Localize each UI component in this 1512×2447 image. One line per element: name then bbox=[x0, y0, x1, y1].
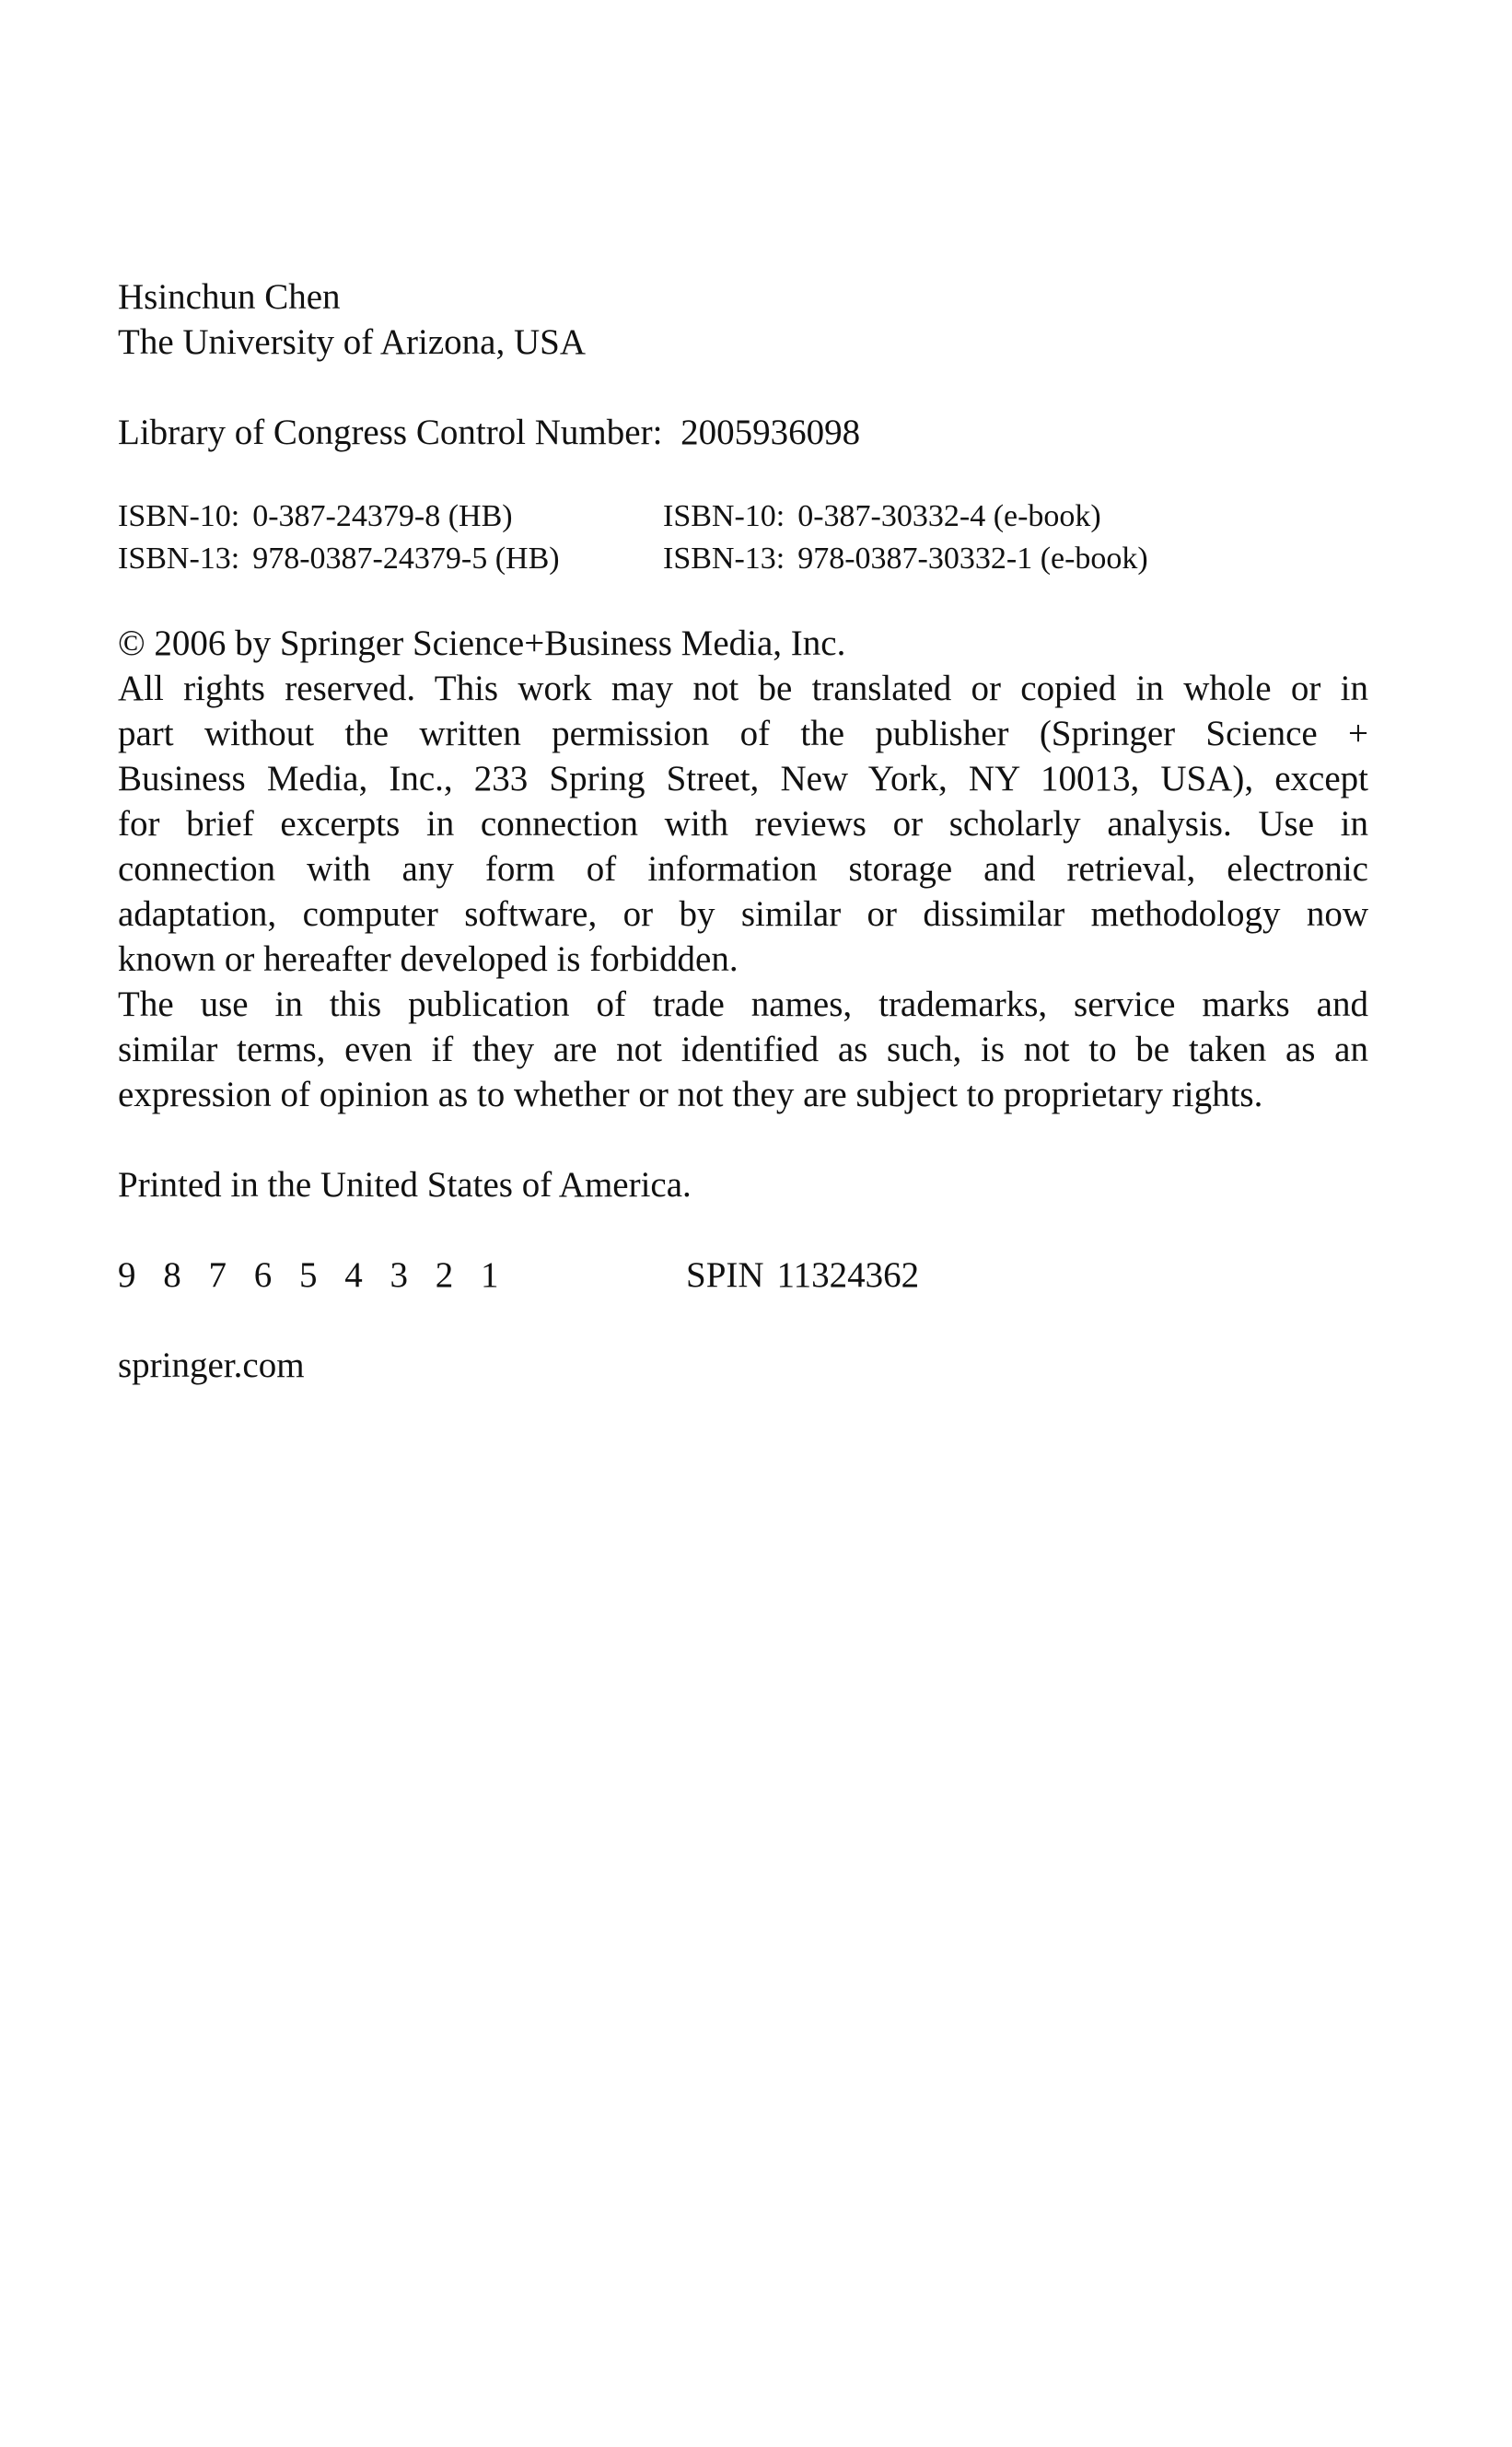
paragraph-line: expression of opinion as to whether or not they are subject to proprietary rights. bbox=[118, 1075, 1263, 1114]
paragraph-line: known or hereafter developed is forbidden. bbox=[118, 939, 739, 979]
isbn-label: ISBN-10: bbox=[663, 499, 785, 533]
author-name: Hsinchun Chen bbox=[118, 277, 341, 317]
copyright-page-content bbox=[118, 274, 1368, 1388]
isbn-label: ISBN-10: bbox=[118, 499, 240, 533]
isbn-value: 978-0387-30332-1 (e-book) bbox=[797, 542, 1148, 576]
paragraph-line: part without the written permission of the publisher (Springer Science + bbox=[118, 714, 1368, 753]
isbn-value: 0-387-24379-8 (HB) bbox=[252, 499, 513, 533]
printing-numbers: 9 8 7 6 5 4 3 2 1 bbox=[118, 1255, 508, 1295]
paragraph-line: All rights reserved. This work may not be translated or copied in whole or in bbox=[118, 669, 1368, 708]
isbn-row bbox=[118, 538, 1368, 580]
isbn-label: ISBN-13: bbox=[663, 542, 785, 576]
paragraph-line: similar terms, even if they are not identified as such, is not to be taken as an bbox=[118, 1030, 1368, 1069]
lccn-label: Library of Congress Control Number: bbox=[118, 413, 663, 452]
spin-label: SPIN bbox=[686, 1255, 764, 1295]
isbn-label: ISBN-13: bbox=[118, 542, 240, 576]
paragraph-line: for brief excerpts in connection with reviews or scholarly analysis. Use in bbox=[118, 804, 1368, 844]
isbn-value: 978-0387-24379-5 (HB) bbox=[252, 542, 560, 576]
author-affiliation: The University of Arizona, USA bbox=[118, 322, 586, 362]
lccn-line bbox=[118, 410, 1368, 455]
paragraph-line: The use in this publication of trade names, trademarks, service marks and bbox=[118, 985, 1368, 1024]
isbn-value: 0-387-30332-4 (e-book) bbox=[797, 499, 1101, 533]
paragraph-line: connection with any form of information storage and retrieval, electronic bbox=[118, 849, 1368, 889]
copyright-notice: © 2006 by Springer Science+Business Media, Inc. bbox=[118, 623, 846, 663]
rights-paragraph bbox=[118, 666, 1368, 982]
trademark-paragraph bbox=[118, 982, 1368, 1117]
lccn-value: 2005936098 bbox=[680, 413, 861, 452]
printing-line bbox=[118, 1253, 1368, 1298]
paragraph-line: Business Media, Inc., 233 Spring Street, New York, NY 10013, USA), except bbox=[118, 759, 1368, 798]
spin-value: 11324362 bbox=[776, 1255, 920, 1295]
printed-in-notice: Printed in the United States of America. bbox=[118, 1165, 692, 1205]
publisher-website: springer.com bbox=[118, 1346, 305, 1385]
isbn-row bbox=[118, 495, 1368, 538]
isbn-table bbox=[118, 495, 1368, 580]
paragraph-line: adaptation, computer software, or by similar or dissimilar methodology now bbox=[118, 894, 1368, 934]
